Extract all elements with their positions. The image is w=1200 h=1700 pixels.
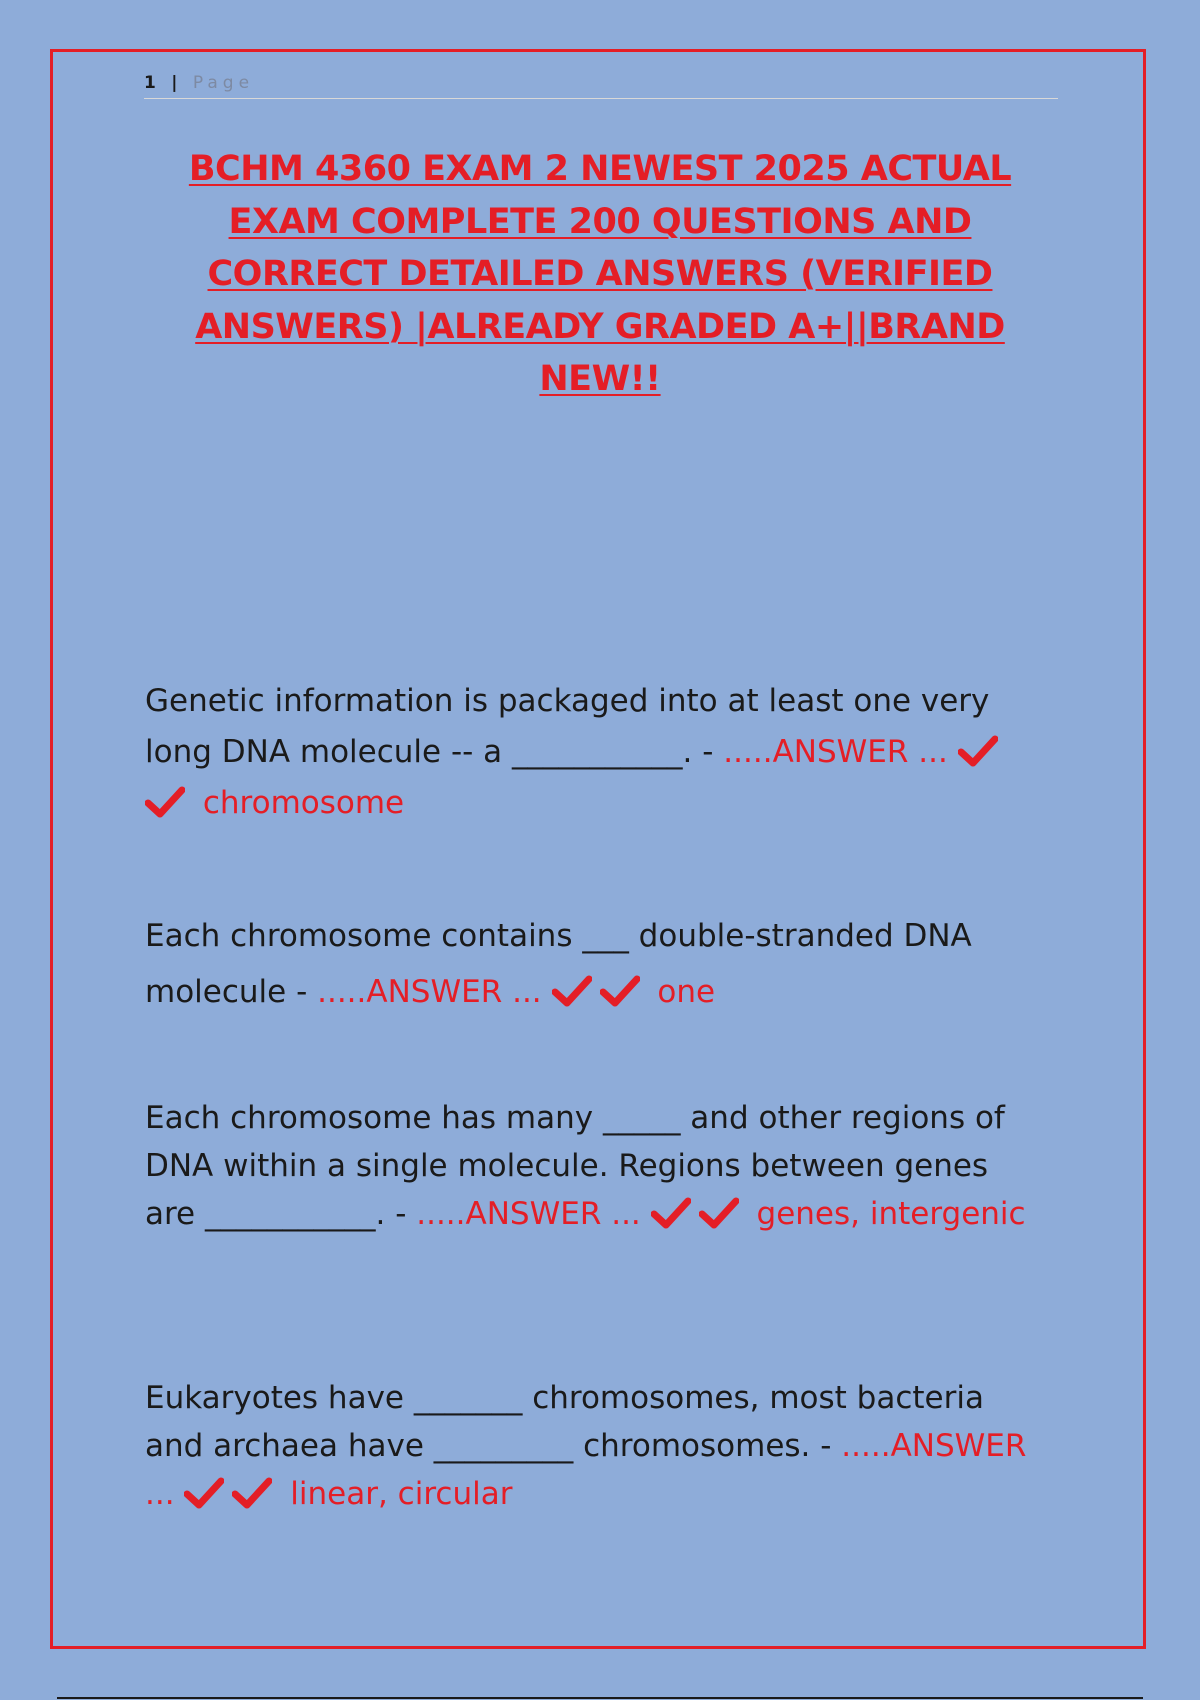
check-icon bbox=[232, 1476, 272, 1510]
answer-text: chromosome bbox=[202, 785, 405, 821]
document-title: BCHM 4360 EXAM 2 NEWEST 2025 ACTUAL EXAM COMPLETE 200 QUESTIONS AND CORRECT DETAILED ANSWERS (VERIFIED ANSWERS) |ALREADY GRADED A+||BRAND NEW!! bbox=[188, 149, 1012, 399]
check-icon bbox=[145, 785, 185, 819]
page-number: 1 bbox=[144, 73, 161, 93]
question-text: Each chromosome has many _____ and other regions of DNA within a single molecule. Regions between genes are ___________. - bbox=[145, 1100, 1005, 1232]
question-text: Genetic information is packaged into at least one very long DNA molecule -- a ___________. - bbox=[145, 683, 990, 770]
answer-prefix: .....ANSWER ... bbox=[317, 974, 542, 1010]
header-separator: | bbox=[171, 73, 183, 93]
answer-prefix: .....ANSWER ... bbox=[723, 734, 948, 770]
check-icon bbox=[699, 1196, 739, 1230]
question-text: Each chromosome contains ___ double-stranded DNA molecule - bbox=[145, 918, 972, 1010]
footer-divider bbox=[57, 1697, 1143, 1699]
check-icon bbox=[600, 974, 640, 1008]
check-icon bbox=[552, 974, 592, 1008]
page-header bbox=[144, 70, 1058, 99]
check-icon bbox=[958, 734, 998, 768]
answer-prefix: .....ANSWER ... bbox=[416, 1196, 641, 1232]
answer-text: one bbox=[657, 974, 716, 1010]
check-icon bbox=[651, 1196, 691, 1230]
qa-item bbox=[145, 1094, 1045, 1238]
check-icon bbox=[184, 1476, 224, 1510]
qa-item bbox=[145, 1374, 1045, 1518]
qa-item bbox=[145, 676, 1045, 829]
page-word: Page bbox=[192, 73, 255, 93]
answer-text: genes, intergenic bbox=[756, 1196, 1026, 1232]
question-text: Eukaryotes have _______ chromosomes, most bacteria and archaea have _________ chromosomes. - bbox=[145, 1380, 984, 1464]
qa-item bbox=[145, 908, 1045, 1020]
answer-text: linear, circular bbox=[290, 1476, 513, 1512]
answer-prefix: .....ANSWER ... bbox=[145, 1428, 1027, 1512]
